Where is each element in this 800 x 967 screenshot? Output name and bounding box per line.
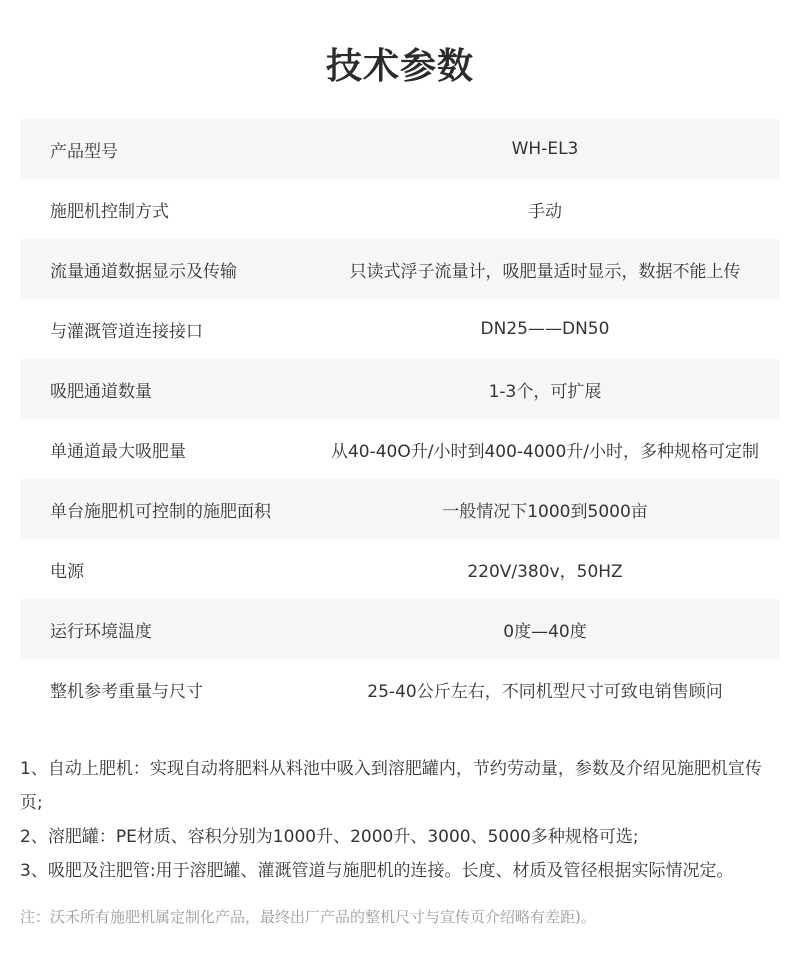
spec-label: 电源 xyxy=(50,561,84,582)
spec-label: 单通道最大吸肥量 xyxy=(50,441,186,462)
spec-label: 与灌溉管道连接接口 xyxy=(50,321,203,342)
spec-row-pipe-interface xyxy=(20,299,780,359)
spec-value: 一般情况下1000到5000亩 xyxy=(442,501,648,522)
footnote: 注：沃禾所有施肥机属定制化产品，最终出厂产品的整机尺寸与宣传页介绍略有差距)。 xyxy=(20,908,596,926)
spec-label: 单台施肥机可控制的施肥面积 xyxy=(50,501,271,522)
spec-value: 从40-40O升/小时到400-4000升/小时，多种规格可定制 xyxy=(330,441,760,462)
accessory-notes xyxy=(20,752,780,888)
spec-table xyxy=(20,119,780,719)
spec-value: 只读式浮子流量计，吸肥量适时显示，数据不能上传 xyxy=(349,261,741,282)
spec-value: 手动 xyxy=(528,201,562,222)
spec-label: 运行环境温度 xyxy=(50,621,152,642)
spec-row-area xyxy=(20,479,780,539)
note-item: 1、自动上肥机：实现自动将肥料从料池中吸入到溶肥罐内，节约劳动量，参数及介绍见施肥机宣传页; xyxy=(20,759,762,813)
spec-label: 施肥机控制方式 xyxy=(50,201,169,222)
spec-value: 0度—40度 xyxy=(503,621,587,642)
spec-label: 整机参考重量与尺寸 xyxy=(50,681,203,702)
spec-value: 220V/380v，50HZ xyxy=(467,561,623,582)
note-item: 2、溶肥罐：PE材质、容积分别为1000升、2000升、3000、5000多种规格可选; xyxy=(20,827,639,847)
spec-value: 25-40公斤左右，不同机型尺寸可致电销售顾问 xyxy=(367,681,723,702)
spec-row-temperature xyxy=(20,599,780,659)
spec-row-flow-display xyxy=(20,239,780,299)
spec-label: 吸肥通道数量 xyxy=(50,381,152,402)
spec-value: DN25——DN50 xyxy=(480,319,610,339)
spec-label: 产品型号 xyxy=(50,141,118,162)
spec-value: WH-EL3 xyxy=(511,139,579,159)
spec-row-weight-size xyxy=(20,659,780,719)
spec-row-model xyxy=(20,119,780,179)
spec-label: 流量通道数据显示及传输 xyxy=(50,261,237,282)
spec-row-max-suction xyxy=(20,419,780,479)
page-title: 技术参数 xyxy=(325,46,474,87)
spec-row-power xyxy=(20,539,780,599)
spec-value: 1-3个，可扩展 xyxy=(488,381,602,402)
spec-row-control-mode xyxy=(20,179,780,239)
spec-row-channel-count xyxy=(20,359,780,419)
note-item: 3、吸肥及注肥管:用于溶肥罐、灌溉管道与施肥机的连接。长度、材质及管径根据实际情况定。 xyxy=(20,861,734,881)
